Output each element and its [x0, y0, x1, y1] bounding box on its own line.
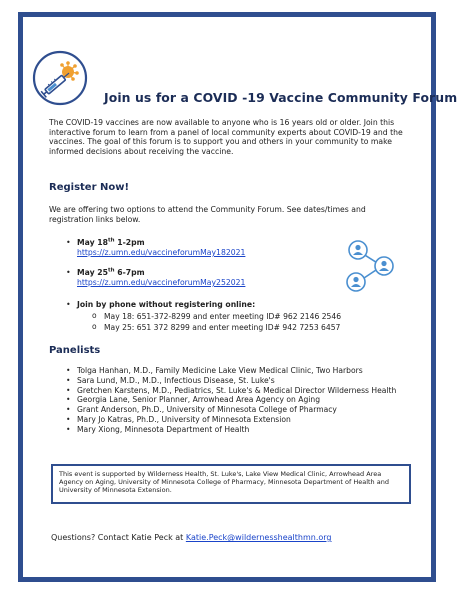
phone-line-may25: o May 25: 651 372 8299 and enter meeting ID# 942 7253 6457	[92, 322, 341, 332]
bullet-icon: •	[66, 300, 71, 309]
panelists-heading: Panelists	[49, 345, 101, 356]
list-item: • Georgia Lane, Senior Planner, Arrowhead Area Agency on Aging	[66, 395, 321, 405]
list-item: • Grant Anderson, Ph.D., University of Minnesota College of Pharmacy	[66, 405, 337, 415]
contact-text: Questions? Contact Katie Peck at	[51, 533, 186, 542]
bullet-icon: •	[66, 385, 71, 395]
phone-option-label: Join by phone without registering online:	[77, 300, 256, 309]
people-network-icon	[338, 238, 400, 294]
list-item: • Sara Lund, M.D., M.D., Infectious Disease, St. Luke's	[66, 375, 275, 385]
session-date: May 18	[77, 238, 108, 247]
phone-line-may18: o May 18: 651-372-8299 and enter meeting ID# 962 2146 2546	[92, 311, 342, 321]
session-option-2: • May 25th 6-7pm https://z.umn.edu/vaccineforumMay252021	[66, 267, 246, 287]
session-time: 1-2pm	[114, 238, 145, 247]
vaccine-syringe-icon	[32, 50, 88, 106]
register-heading: Register Now!	[49, 182, 130, 193]
intro-paragraph: The COVID-19 vaccines are now available to anyone who is 16 years old or older. Join this interactive forum to learn from a panel of local community experts about COVID-19 and the vaccines. The goal of this forum is to support you and others in your community to make informed decisions about receiving the vaccine.	[49, 118, 403, 156]
bullet-icon: •	[66, 268, 71, 277]
list-item: • Gretchen Karstens, M.D., Pediatrics, St. Luke's & Medical Director Wilderness Health	[66, 385, 397, 395]
circle-bullet-icon: o	[92, 322, 97, 331]
registration-link-may25[interactable]: https://z.umn.edu/vaccineforumMay252021	[77, 278, 246, 287]
bullet-icon: •	[66, 238, 71, 247]
bullet-icon: •	[66, 405, 71, 415]
contact-email-link[interactable]: Katie.Peck@wildernesshealthmn.org	[185, 533, 332, 542]
bullet-icon: •	[66, 375, 71, 385]
page-title: Join us for a COVID -19 Vaccine Community Forum	[104, 90, 458, 105]
circle-bullet-icon: o	[92, 311, 97, 320]
session-date: May 25	[77, 268, 108, 277]
list-item: • Tolga Hanhan, M.D., Family Medicine Lake View Medical Clinic, Two Harbors	[66, 366, 363, 375]
bullet-icon: •	[66, 414, 71, 424]
session-time: 6-7pm	[114, 268, 145, 277]
registration-link-may18[interactable]: https://z.umn.edu/vaccineforumMay182021	[77, 248, 246, 257]
register-text: We are offering two options to attend the Community Forum. See dates/times and registration links below.	[49, 205, 366, 224]
bullet-icon: •	[66, 424, 71, 434]
phone-option	[66, 300, 256, 310]
sponsors-box: This event is supported by Wilderness Health, St. Luke's, Lake View Medical Clinic, Arrowhead Area Agency on Aging, University of Minnesota College of Pharmacy, Minnesota Department of Health and University of Minnesota Extension.	[51, 464, 411, 504]
panelists-list	[66, 366, 407, 435]
bullet-icon: •	[66, 366, 71, 375]
bullet-icon: •	[66, 395, 71, 405]
session-option-1: • May 18th 1-2pm https://z.umn.edu/vaccineforumMay182021	[66, 237, 246, 257]
list-item: • Mary Xiong, Minnesota Department of Health	[66, 424, 250, 434]
contact-line	[51, 533, 332, 542]
list-item: • Mary Jo Katras, Ph.D., University of Minnesota Extension	[66, 414, 291, 424]
